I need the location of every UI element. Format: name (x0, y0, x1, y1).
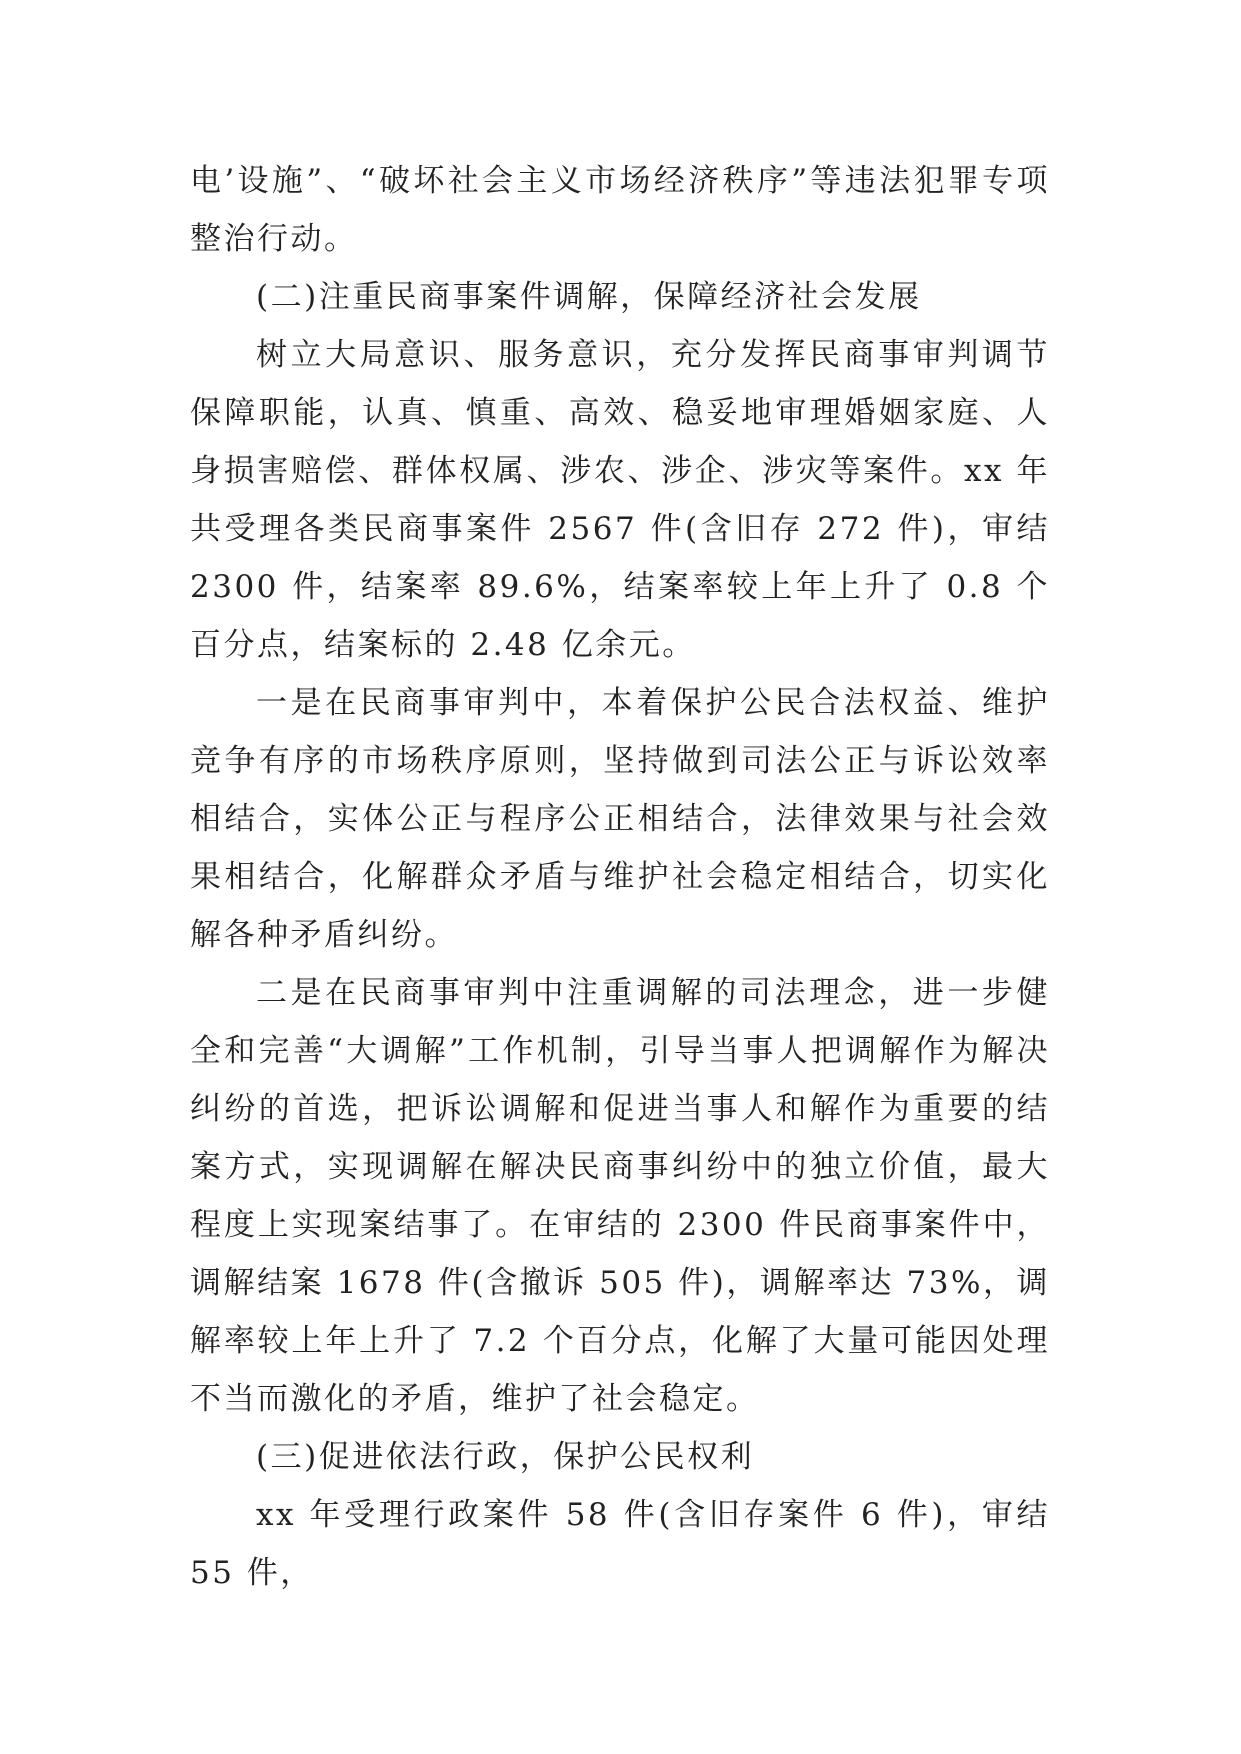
paragraph-civil-commercial-cases: 树立大局意识、服务意识，充分发挥民商事审判调节保障职能，认真、慎重、高效、稳妥地审理婚姻家庭、人身损害赔偿、群体权属、涉农、涉企、涉灾等案件。xx 年共受理各类民商事案件 2567 件(含旧存 272 件)，审结 2300 件，结案率 89.6%，结案率较上年上升了 0.8 个百分点，结案标的 2.48 亿余元。 (190, 337, 1050, 663)
document-body (190, 152, 1050, 1602)
paragraph-point-one: 一是在民商事审判中，本着保护公民合法权益、维护竞争有序的市场秩序原则，坚持做到司法公正与诉讼效率相结合，实体公正与程序公正相结合，法律效果与社会效果相结合，化解群众矛盾与维护社会稳定相结合，切实化解各种矛盾纠纷。 (190, 685, 1050, 953)
paragraph-continuation: 电’设施”、“破坏社会主义市场经济秩序”等违法犯罪专项整治行动。 (190, 163, 1050, 257)
paragraph-administrative-cases: xx 年受理行政案件 58 件(含旧存案件 6 件)，审结 55 件， (190, 1497, 1050, 1591)
section-heading-2: (二)注重民商事案件调解，保障经济社会发展 (256, 279, 922, 315)
paragraph-point-two: 二是在民商事审判中注重调解的司法理念，进一步健全和完善“大调解”工作机制，引导当事人把调解作为解决纠纷的首选，把诉讼调解和促进当事人和解作为重要的结案方式，实现调解在解决民商事纠纷中的独立价值，最大程度上实现案结事了。在审结的 2300 件民商事案件中，调解结案 1678 件(含撤诉 505 件)，调解率达 73%，调解率较上年上升了 7.2 个百分点，化解了大量可能因处理不当而激化的矛盾，维护了社会稳定。 (190, 975, 1050, 1417)
section-heading-3: (三)促进依法行政，保护公民权利 (256, 1439, 755, 1475)
